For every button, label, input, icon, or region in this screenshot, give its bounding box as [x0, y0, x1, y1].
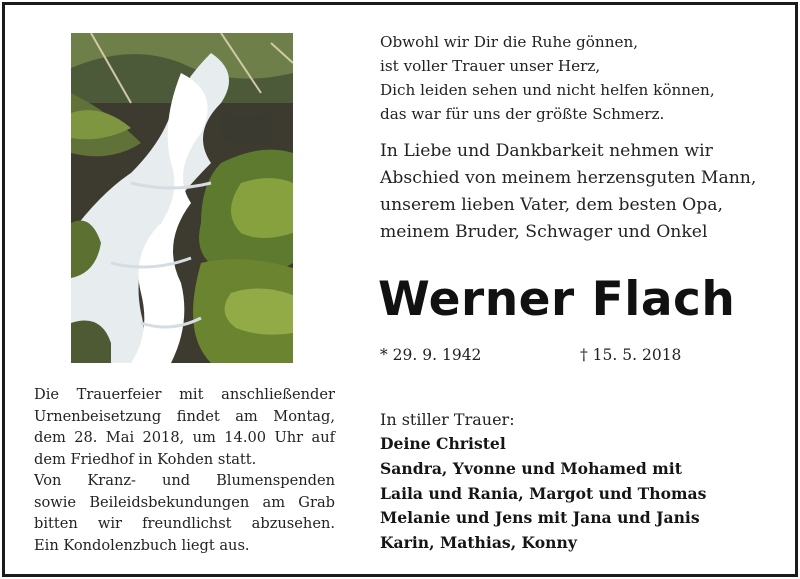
mourner-line: Laila und Rania, Margot und Thomas [380, 483, 707, 503]
deceased-name: Werner Flach [378, 272, 736, 327]
death-date: † 15. 5. 2018 [580, 346, 682, 364]
farewell-line: In Liebe und Dankbarkeit nehmen wir [380, 141, 713, 161]
ceremony-line: bitten wir freundlichst abzusehen. [34, 515, 335, 532]
mourner-line: Sandra, Yvonne und Mohamed mit [380, 458, 682, 478]
ceremony-line: sowie Beileidsbekundungen am Grab [34, 493, 335, 511]
mourner-line: Melanie und Jens mit Jana und Janis [380, 508, 700, 528]
mourner-line: Karin, Mathias, Konny [380, 533, 577, 553]
farewell-line: unserem lieben Vater, dem besten Opa, [380, 195, 723, 215]
ceremony-line: Ein Kondolenzbuch liegt aus. [34, 536, 250, 554]
mourner-line: Deine Christel [380, 434, 506, 453]
ceremony-line: Die Trauerfeier mit anschließender [34, 386, 335, 403]
farewell-text [380, 138, 756, 246]
ceremony-line: dem 28. Mai 2018, um 14.00 Uhr auf [34, 429, 335, 446]
memorial-poem [380, 30, 715, 126]
ceremony-line: dem Friedhof in Kohden statt. [34, 450, 257, 468]
poem-line: Obwohl wir Dir die Ruhe gönnen, [380, 33, 639, 51]
ceremony-info [34, 384, 335, 556]
farewell-line: Abschied von meinem herzensguten Mann, [380, 168, 757, 188]
farewell-line: meinem Bruder, Schwager und Onkel [380, 222, 708, 242]
mourning-heading: In stiller Trauer: [380, 410, 515, 429]
poem-line: das war für uns der größte Schmerz. [380, 105, 665, 123]
ceremony-line: Urnenbeisetzung findet am Montag, [34, 407, 335, 425]
waterfall-stream-icon [71, 33, 293, 363]
ceremony-line: Von Kranz- und Blumenspenden [34, 472, 335, 489]
waterfall-photo [71, 33, 293, 363]
birth-date: * 29. 9. 1942 [380, 346, 482, 364]
poem-line: ist voller Trauer unser Herz, [380, 57, 601, 75]
mourner-list [380, 432, 706, 556]
poem-line: Dich leiden sehen und nicht helfen können, [380, 81, 715, 99]
